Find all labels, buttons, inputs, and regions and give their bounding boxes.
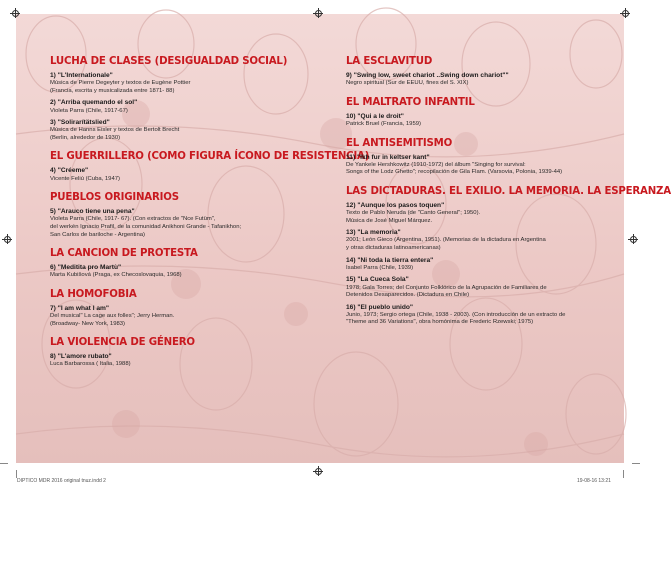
song-detail-line: Isabel Parra (Chile, 1939) <box>346 264 414 271</box>
song-detail-line: Detenidos Desaparecidos. (Dictadura en Chile) <box>346 292 470 299</box>
song-section <box>50 337 305 369</box>
song-details <box>50 127 305 142</box>
section-heading: LA HOMOFOBIA <box>50 288 137 300</box>
song-detail-line: Música de Pierre Degeyter y textos de Eugène Pottier <box>50 80 191 87</box>
song-entry <box>346 72 626 88</box>
song-entry <box>50 305 305 328</box>
song-title: 9) "Swing low, sweet chariot ..Swing down chariot"" <box>346 72 509 79</box>
section-heading: PUEBLOS ORIGINARIOS <box>50 192 179 204</box>
song-details <box>50 361 305 369</box>
song-detail-line: Música de Hanns Eisler y textos de Bertolt Brecht <box>50 127 180 134</box>
song-detail-line: Del musical" La cage aux folles"; Jerry Herman. <box>50 313 175 320</box>
song-entry <box>346 276 626 299</box>
song-details <box>50 272 305 280</box>
song-detail-line: del werkén Ignacio Prafil, de la comunidad Anikhoni Grande - Tafanikhon; <box>50 224 242 230</box>
song-title: 16) "El pueblo unido" <box>346 303 414 311</box>
trim-line <box>0 463 8 464</box>
song-details <box>346 80 626 88</box>
registration-mark <box>628 234 638 244</box>
song-detail-line: De Yankele Hershkowitz (1910-1972) del álbum "Singing for survival: <box>346 161 526 168</box>
song-detail-line: Negro spiritual (Sur de EEUU, fines del S. XIX) <box>346 80 469 87</box>
song-section <box>346 138 626 177</box>
song-entry <box>346 154 626 177</box>
song-details <box>346 162 626 177</box>
song-title: 3) "Solirarítätslied" <box>50 119 110 127</box>
song-details <box>346 121 626 129</box>
registration-mark <box>313 466 323 476</box>
song-title: 2) "Arriba quemando el sol" <box>50 99 138 107</box>
registration-mark <box>620 8 630 18</box>
footer-filename: DIPTICO MDR 2016 original tnuz.indd 2 <box>17 478 106 484</box>
section-heading: LA CANCION DE PROTESTA <box>50 248 198 260</box>
song-detail-line: (Berlin, alrededor de 1930) <box>50 134 121 141</box>
section-heading: EL ANTISEMITISMO <box>346 137 453 149</box>
song-title: 13) "La memoria" <box>346 229 401 237</box>
song-detail-line: 2001; León Gieco (Argentina, 1951). (Memorias de la dictadura en Argentina <box>346 237 546 244</box>
song-detail-line: Vicente Feliú (Cuba, 1947) <box>50 175 120 182</box>
song-title: 10) "Qui a le droit" <box>346 112 404 120</box>
song-detail-line: y otras dictaduras latinoamericanas) <box>346 245 441 251</box>
section-heading: LAS DICTADURAS. EL EXILIO. LA MEMORIA. LA ESPERANZA <box>346 185 671 197</box>
song-title: 15) "La Cueca Sola" <box>346 276 409 284</box>
section-heading: EL GUERRILLERO (COMO FIGURA ÍCONO DE RESISTENCIA) <box>50 151 370 163</box>
song-title: 7) "I am what I am" <box>50 304 110 312</box>
song-details <box>50 313 305 328</box>
song-section <box>50 151 370 183</box>
song-detail-line: Texto de Pablo Neruda (de "Canto General"; 1950). <box>346 210 481 217</box>
song-details <box>50 216 305 239</box>
trim-line <box>623 470 624 478</box>
song-detail-line: Música de José Miguel Márquez. <box>346 217 433 224</box>
song-title: 5) "Arauco tiene una pena" <box>50 208 135 216</box>
song-section <box>346 56 626 88</box>
song-entry <box>50 353 305 369</box>
song-title: 14) "Ni toda la tierra entera" <box>346 256 434 264</box>
song-title: 8) "L'amore rubato" <box>50 353 112 361</box>
trim-line <box>16 470 17 478</box>
song-section <box>346 185 671 327</box>
trim-line <box>632 463 640 464</box>
registration-mark <box>2 234 12 244</box>
song-entry <box>50 264 305 280</box>
song-detail-line: San Carlos de bariloche - Argentina) <box>50 231 145 238</box>
song-details <box>346 312 626 327</box>
song-details <box>346 237 626 252</box>
song-detail-line: Violeta Parra (Chile, 1917-67) <box>50 107 128 114</box>
song-detail-line: Luca Barbarossa ( Italia, 1988) <box>50 361 131 368</box>
song-details <box>346 210 626 225</box>
song-entry <box>346 257 626 273</box>
song-section <box>50 289 305 328</box>
right-column <box>346 56 671 336</box>
song-detail-line: 1978; Gala Torres; del Conjunto Folklórico de la Agrupación de Familiares de <box>346 284 547 291</box>
song-detail-line: Junio, 1973; Sergio ortega (Chile, 1938 - 2003). (Con introducción de un extracto de <box>346 311 566 318</box>
song-entry <box>50 72 305 95</box>
song-title: 4) "Créeme" <box>50 167 89 175</box>
song-details <box>346 285 626 300</box>
left-column <box>50 56 370 378</box>
footer-timestamp: 19-08-16 13:21 <box>577 478 611 484</box>
song-title: 1) "L'Internationale" <box>50 72 113 79</box>
registration-mark <box>10 8 20 18</box>
song-detail-line: Patrick Bruel (Francia, 1959) <box>346 121 421 128</box>
brochure-panel <box>16 14 671 463</box>
song-entry <box>346 113 626 129</box>
song-entry <box>346 202 626 225</box>
song-section <box>50 56 305 142</box>
song-section <box>50 248 305 280</box>
song-entry <box>50 119 305 142</box>
song-entry <box>346 304 626 327</box>
song-section <box>50 192 305 239</box>
section-heading: EL MALTRATO INFANTIL <box>346 96 475 108</box>
song-entry <box>50 99 305 115</box>
song-detail-line: "Theme and 36 Variations", obra homónima de Frederic Rzewski; 1975) <box>346 319 534 326</box>
song-title: 12) "Aunque los pasos toquen" <box>346 201 445 209</box>
song-detail-line: Violeta Parra (Chile, 1917- 67). (Con extractos de "Nce Futüm", <box>50 216 216 223</box>
song-detail-line: (Broadway- New York, 1983) <box>50 320 125 327</box>
song-detail-line: Marta Kubišová (Praga, ex Checoslovaquia, 1968) <box>50 272 182 279</box>
song-section <box>346 97 626 129</box>
song-details <box>50 176 305 184</box>
song-entry <box>50 208 305 239</box>
song-detail-line: (Francia, escrita y musicalizada entre 1871- 88) <box>50 87 175 94</box>
song-entry <box>50 167 305 183</box>
song-details <box>50 108 305 116</box>
section-heading: LUCHA DE CLASES (DESIGUALDAD SOCIAL) <box>50 56 288 67</box>
section-heading: LA ESCLAVITUD <box>346 56 433 67</box>
song-title: 6) "Meditita pro Martù" <box>50 264 122 272</box>
song-entry <box>346 229 626 252</box>
song-title: 11) "Ikh fur in keltser kant" <box>346 153 430 161</box>
song-details <box>50 80 305 95</box>
registration-mark <box>313 8 323 18</box>
song-details <box>346 265 626 273</box>
section-heading: LA VIOLENCIA DE GÉNERO <box>50 337 195 349</box>
song-detail-line: Songs of the Lodz Ghetto"; recopilación de Gila Flam. (Varsovia, Polonia, 1939-44) <box>346 169 563 176</box>
